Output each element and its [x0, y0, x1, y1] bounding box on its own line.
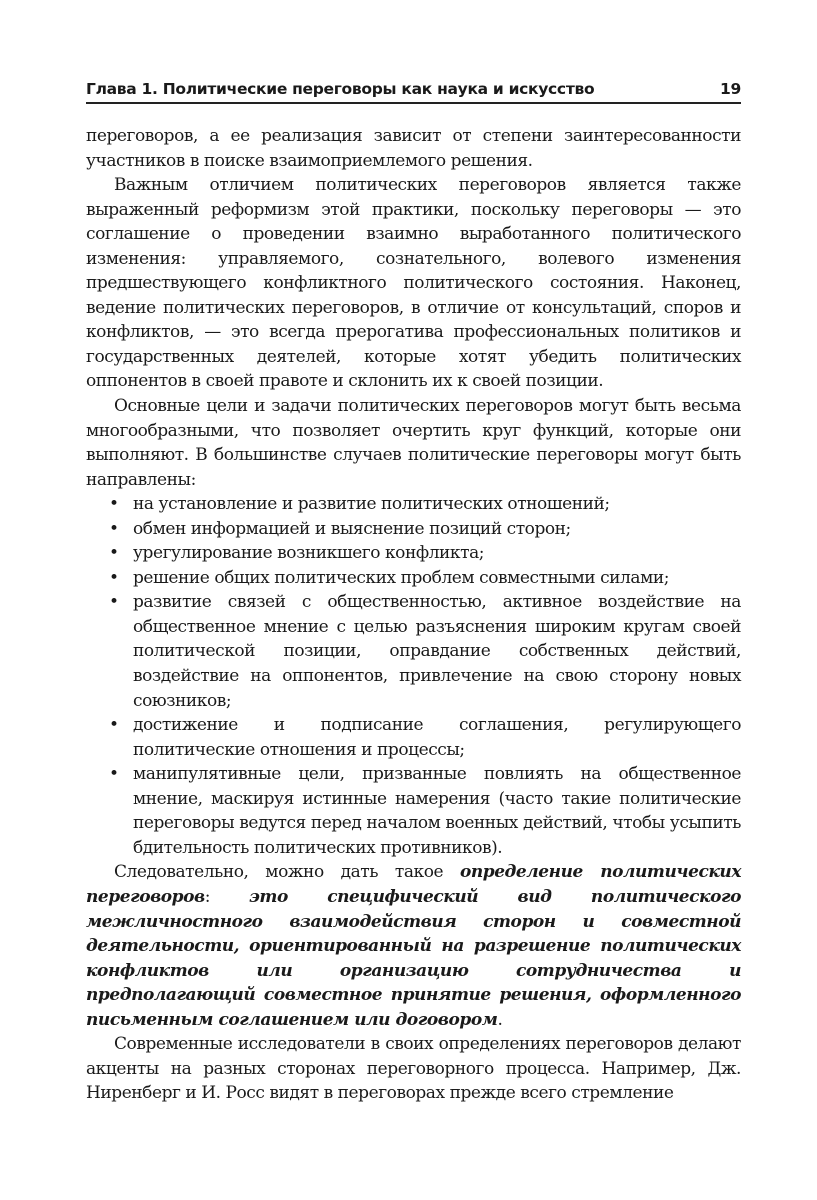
list-item-text: урегулирование возникшего конфликта; — [133, 543, 485, 564]
goals-list — [86, 492, 741, 860]
list-item-text: на установление и развитие политических отношений; — [133, 494, 610, 515]
bullet-icon: • — [109, 567, 119, 588]
list-item-text: решение общих политических проблем совместными силами; — [133, 567, 670, 588]
running-header — [86, 76, 741, 104]
paragraph-definition — [86, 860, 741, 1032]
definition-lead: Следовательно, можно дать такое — [114, 862, 460, 883]
list-item — [109, 492, 741, 517]
list-item — [109, 541, 741, 566]
page-number: 19 — [720, 80, 741, 98]
list-item — [109, 590, 741, 713]
paragraph-goals: Основные цели и задачи политических переговоров могут быть весьма многообразными, что позволяет очертить круг функций, которые они выполняют. В большинстве случаев политические переговоры могут быть направлены: — [86, 396, 741, 490]
list-item — [109, 566, 741, 591]
list-item-text: обмен информацией и выяснение позиций сторон; — [133, 518, 571, 539]
definition-colon: : — [204, 886, 249, 907]
bullet-icon: • — [109, 764, 119, 785]
body-text — [86, 124, 741, 1106]
bullet-icon: • — [109, 543, 119, 564]
bullet-icon: • — [109, 494, 119, 515]
paragraph-researchers: Современные исследователи в своих определениях переговоров делают акценты на разных сторонах переговорного процесса. Например, Дж. Ниренберг и И. Росс видят в переговорах прежде всего стремление — [86, 1034, 741, 1104]
list-item — [109, 517, 741, 542]
definition-term: определение политических переговоров — [86, 862, 741, 907]
paragraph-continuation: переговоров, а ее реализация зависит от степени заинтересованности участников в поиске взаимоприемлемого решения. — [86, 126, 741, 171]
bullet-icon: • — [109, 518, 119, 539]
definition-text: это специфический вид политического межличностного взаимодействия сторон и совместной деятельности, ориентированный на разрешение политических конфликтов или организацию сотрудничества и предполагающий совместное принятие решения, оформленного письменным соглашением или договором — [86, 886, 741, 1030]
chapter-title: Глава 1. Политические переговоры как наука и искусство — [86, 80, 595, 98]
bullet-icon: • — [109, 715, 119, 736]
list-item-text: достижение и подписание соглашения, регулирующего политические отношения и процессы; — [133, 715, 741, 760]
paragraph-reformism: Важным отличием политических переговоров является также выраженный реформизм этой практики, поскольку переговоры — это соглашение о проведении взаимно выработанного политического изменения: управляемого, сознательного, волевого изменения предшествующего конфликтного политического состояния. Наконец, ведение политических переговоров, в отличие от консультаций, споров и конфликтов, — это всегда прерогатива профессиональных политиков и государственных деятелей, которые хотят убедить политических оппонентов в своей правоте и склонить их к своей позиции. — [86, 175, 741, 392]
list-item — [109, 713, 741, 762]
list-item — [109, 762, 741, 860]
definition-end: . — [497, 1009, 503, 1030]
list-item-text: манипулятивные цели, призванные повлиять на общественное мнение, маскируя истинные намерения (часто такие политические переговоры ведутся перед началом военных действий, чтобы усыпить бдительность политических противников). — [133, 764, 741, 858]
bullet-icon: • — [109, 592, 119, 613]
list-item-text: развитие связей с общественностью, активное воздействие на общественное мнение с целью разъяснения широким кругам своей политической позиции, оправдание собственных действий, воздействие на оппонентов, привлечение на свою сторону новых союзников; — [133, 592, 741, 711]
